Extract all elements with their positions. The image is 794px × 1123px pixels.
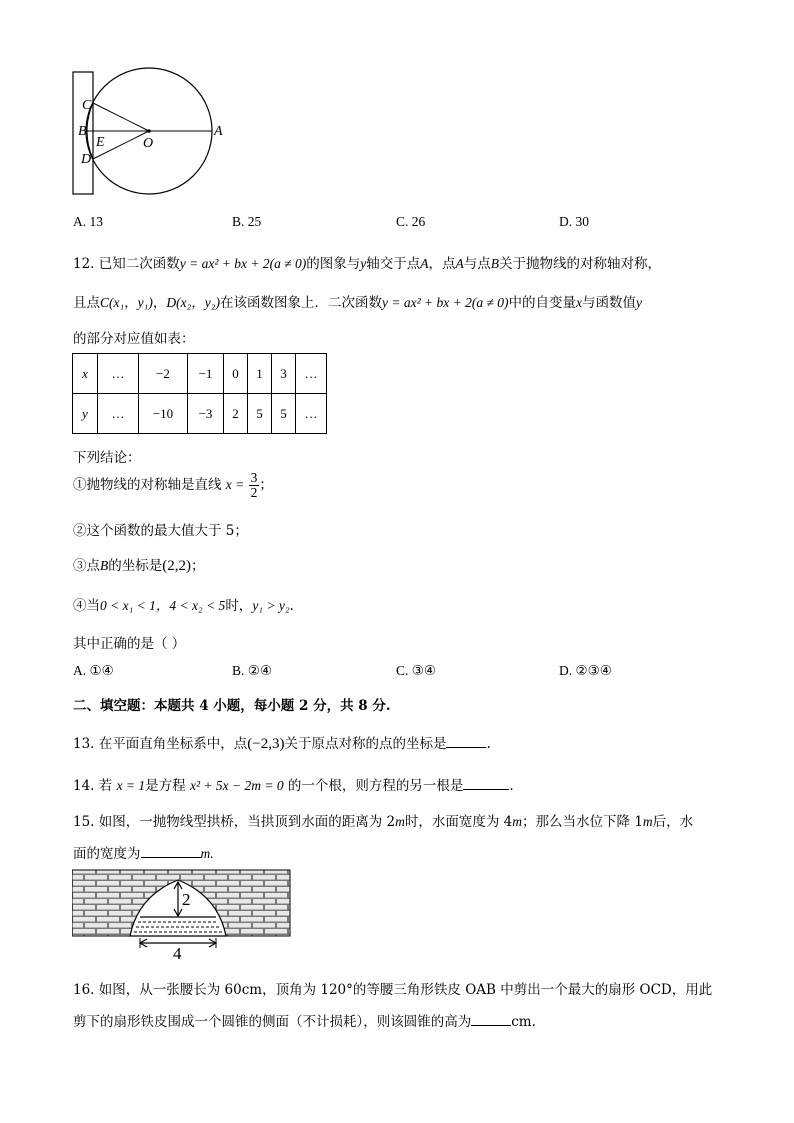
label-a: A — [214, 124, 223, 139]
q15-line-1 — [73, 810, 693, 830]
q12-var: y — [636, 295, 643, 310]
conclusion-text: ； — [191, 558, 205, 574]
table-cell: y — [73, 394, 98, 434]
q16-answer-blank[interactable] — [471, 1012, 511, 1026]
conclusion-var: B — [100, 558, 109, 573]
table-cell: … — [296, 394, 327, 434]
q12-equation: y = ax² + bx + 2(a ≠ 0) — [382, 295, 509, 310]
table-cell: … — [98, 394, 139, 434]
q14-answer-blank[interactable] — [463, 776, 509, 790]
q15-text: 时，水面宽度为 4 — [404, 814, 513, 830]
q12-line-2 — [73, 291, 642, 311]
label-o: O — [143, 136, 154, 151]
conclusion-3 — [73, 554, 205, 575]
conclusion-ineq: y₁ > y₂ — [252, 598, 290, 613]
q12-line-3: 的部分对应值如表： — [73, 331, 195, 347]
q14-text: . — [509, 778, 514, 794]
q12-text: 关于抛物线的对称轴对称， — [499, 256, 662, 272]
table-cell: 2 — [224, 394, 248, 434]
conclusion-text: . — [289, 598, 294, 614]
conclusion-2: ②这个函数的最大值大于 5； — [73, 523, 248, 539]
conclusion-text: 时， — [225, 598, 253, 614]
q12-text: 且点 — [73, 295, 100, 311]
q15-unit: m. — [200, 846, 214, 861]
table-row — [73, 354, 327, 394]
q14 — [73, 774, 514, 794]
q12-var: A — [455, 256, 464, 271]
height-label: 2 — [182, 890, 191, 909]
q15-unit: m — [512, 814, 523, 829]
table-cell: 0 — [224, 354, 248, 394]
q14-text: 是方程 — [145, 778, 186, 794]
label-b: B — [78, 124, 87, 139]
q11-option-d[interactable]: D. 30 — [559, 214, 589, 229]
q15-unit: m — [395, 814, 405, 829]
conclusion-ineq: 0 < x₁ < 1，4 < x₂ < 5 — [100, 598, 226, 613]
q12-line-1 — [73, 252, 661, 272]
q12-var: B — [490, 256, 500, 271]
q15-text: ；那么当水位下降 1 — [522, 814, 643, 830]
q12-point-d: D(x₂，y₂) — [166, 295, 220, 310]
conclusion-text: ④当 — [73, 598, 100, 614]
q11-option-a[interactable]: A. 13 — [73, 214, 103, 229]
label-c: C — [82, 98, 92, 113]
q12-point-c: C(x₁，y₁) — [100, 295, 153, 310]
table-cell: … — [296, 354, 327, 394]
q12-text: 轴交于点 — [366, 256, 421, 272]
q12-var: A — [420, 256, 429, 271]
table-cell: −2 — [139, 354, 188, 394]
q14-eq: x² + 5x − 2m = 0 — [189, 778, 284, 793]
section-heading: 二、填空题：本题共 4 小题，每小题 2 分，共 8 分. — [73, 698, 391, 714]
table-cell: 5 — [248, 394, 272, 434]
conclusion-text: 的坐标是 — [108, 558, 163, 574]
q14-text: 的一个根，则方程的另一根是 — [287, 778, 464, 794]
q15-text: 后，水 — [652, 814, 694, 830]
width-label: 4 — [173, 944, 182, 960]
q12-option-c[interactable]: C. ③④ — [396, 663, 436, 678]
q12-option-b[interactable]: B. ②④ — [232, 663, 272, 678]
chord-oc — [93, 103, 149, 131]
center-dot — [147, 129, 151, 133]
q15-line-2 — [73, 842, 214, 862]
table-cell: … — [98, 354, 139, 394]
q13-text: . — [486, 736, 491, 752]
q11-option-b[interactable]: B. 25 — [232, 214, 262, 229]
q12-equation: y = ax² + bx + 2(a ≠ 0) — [179, 256, 307, 271]
fraction-den: 2 — [250, 485, 258, 500]
q16-line-2 — [73, 1010, 536, 1030]
q13-text: 13. 在平面直角坐标系中，点 — [73, 736, 248, 752]
conclusion-eq: x = — [225, 477, 245, 492]
q12-option-a[interactable]: A. ①④ — [73, 663, 114, 678]
q12-text: 12. 已知二次函数 — [73, 256, 180, 272]
q16-text: 剪下的扇形铁皮围成一个圆锥的侧面（不计损耗），则该圆锥的高为 — [73, 1014, 472, 1030]
q16-line-1: 16. 如图，从一张腰长为 60cm，顶角为 120°的等腰三角形铁皮 OAB 中剪出一个最大的扇形 OCD，用此 — [73, 982, 713, 998]
table-cell: −3 — [188, 394, 224, 434]
q12-text: 与点 — [463, 256, 491, 272]
q11-option-c[interactable]: C. 26 — [396, 214, 426, 229]
label-d: D — [81, 152, 92, 167]
conclusion-text: ①抛物线的对称轴是直线 — [73, 477, 222, 493]
fraction-num: 3 — [250, 470, 258, 485]
q15-text: 15. 如图，一抛物线型拱桥，当拱顶到水面的距离为 2 — [73, 814, 396, 830]
q12-text: 在该函数图象上．二次函数 — [220, 295, 382, 311]
q14-text: 14. 若 — [73, 778, 113, 794]
q13-text: 关于原点对称的点的坐标是 — [284, 736, 447, 752]
q15-text: 面的宽度为 — [73, 846, 141, 862]
q12-ask: 其中正确的是（ ） — [73, 636, 186, 652]
label-e: E — [96, 135, 105, 150]
table-cell: −1 — [188, 354, 224, 394]
table-cell: 1 — [248, 354, 272, 394]
q14-eq: x = 1 — [116, 778, 146, 793]
circle-wall-figure — [66, 66, 236, 201]
q13-answer-blank[interactable] — [446, 734, 486, 748]
conclusion-text: ③点 — [73, 558, 100, 574]
q15-unit: m — [642, 814, 653, 829]
conclusion-1 — [73, 471, 273, 500]
table-cell: 5 — [272, 394, 296, 434]
q12-var: x — [576, 295, 583, 310]
q16-text: cm. — [511, 1014, 536, 1030]
arch-bridge-figure — [72, 868, 292, 960]
q13-point: (−2,3) — [247, 736, 285, 752]
q12-text: 的图象与 — [306, 256, 361, 272]
q15-answer-blank[interactable] — [141, 844, 201, 858]
table-cell: x — [73, 354, 98, 394]
fraction-3-2 — [249, 471, 260, 500]
conclusion-point: (2,2) — [162, 558, 191, 574]
table-cell: −10 — [139, 394, 188, 434]
q12-text: 与函数值 — [582, 295, 637, 311]
table-row — [73, 394, 327, 434]
conclusions-head: 下列结论： — [73, 450, 141, 466]
q12-text: ， — [152, 295, 167, 311]
value-table — [72, 353, 327, 434]
q12-var: y — [360, 256, 367, 271]
conclusion-text: ； — [259, 477, 273, 493]
table-cell: 3 — [272, 354, 296, 394]
q13 — [73, 732, 491, 753]
q12-text: ，点 — [428, 256, 456, 272]
conclusion-4 — [73, 594, 294, 614]
q12-text: 中的自变量 — [508, 295, 577, 311]
q12-option-d[interactable]: D. ②③④ — [559, 663, 612, 678]
